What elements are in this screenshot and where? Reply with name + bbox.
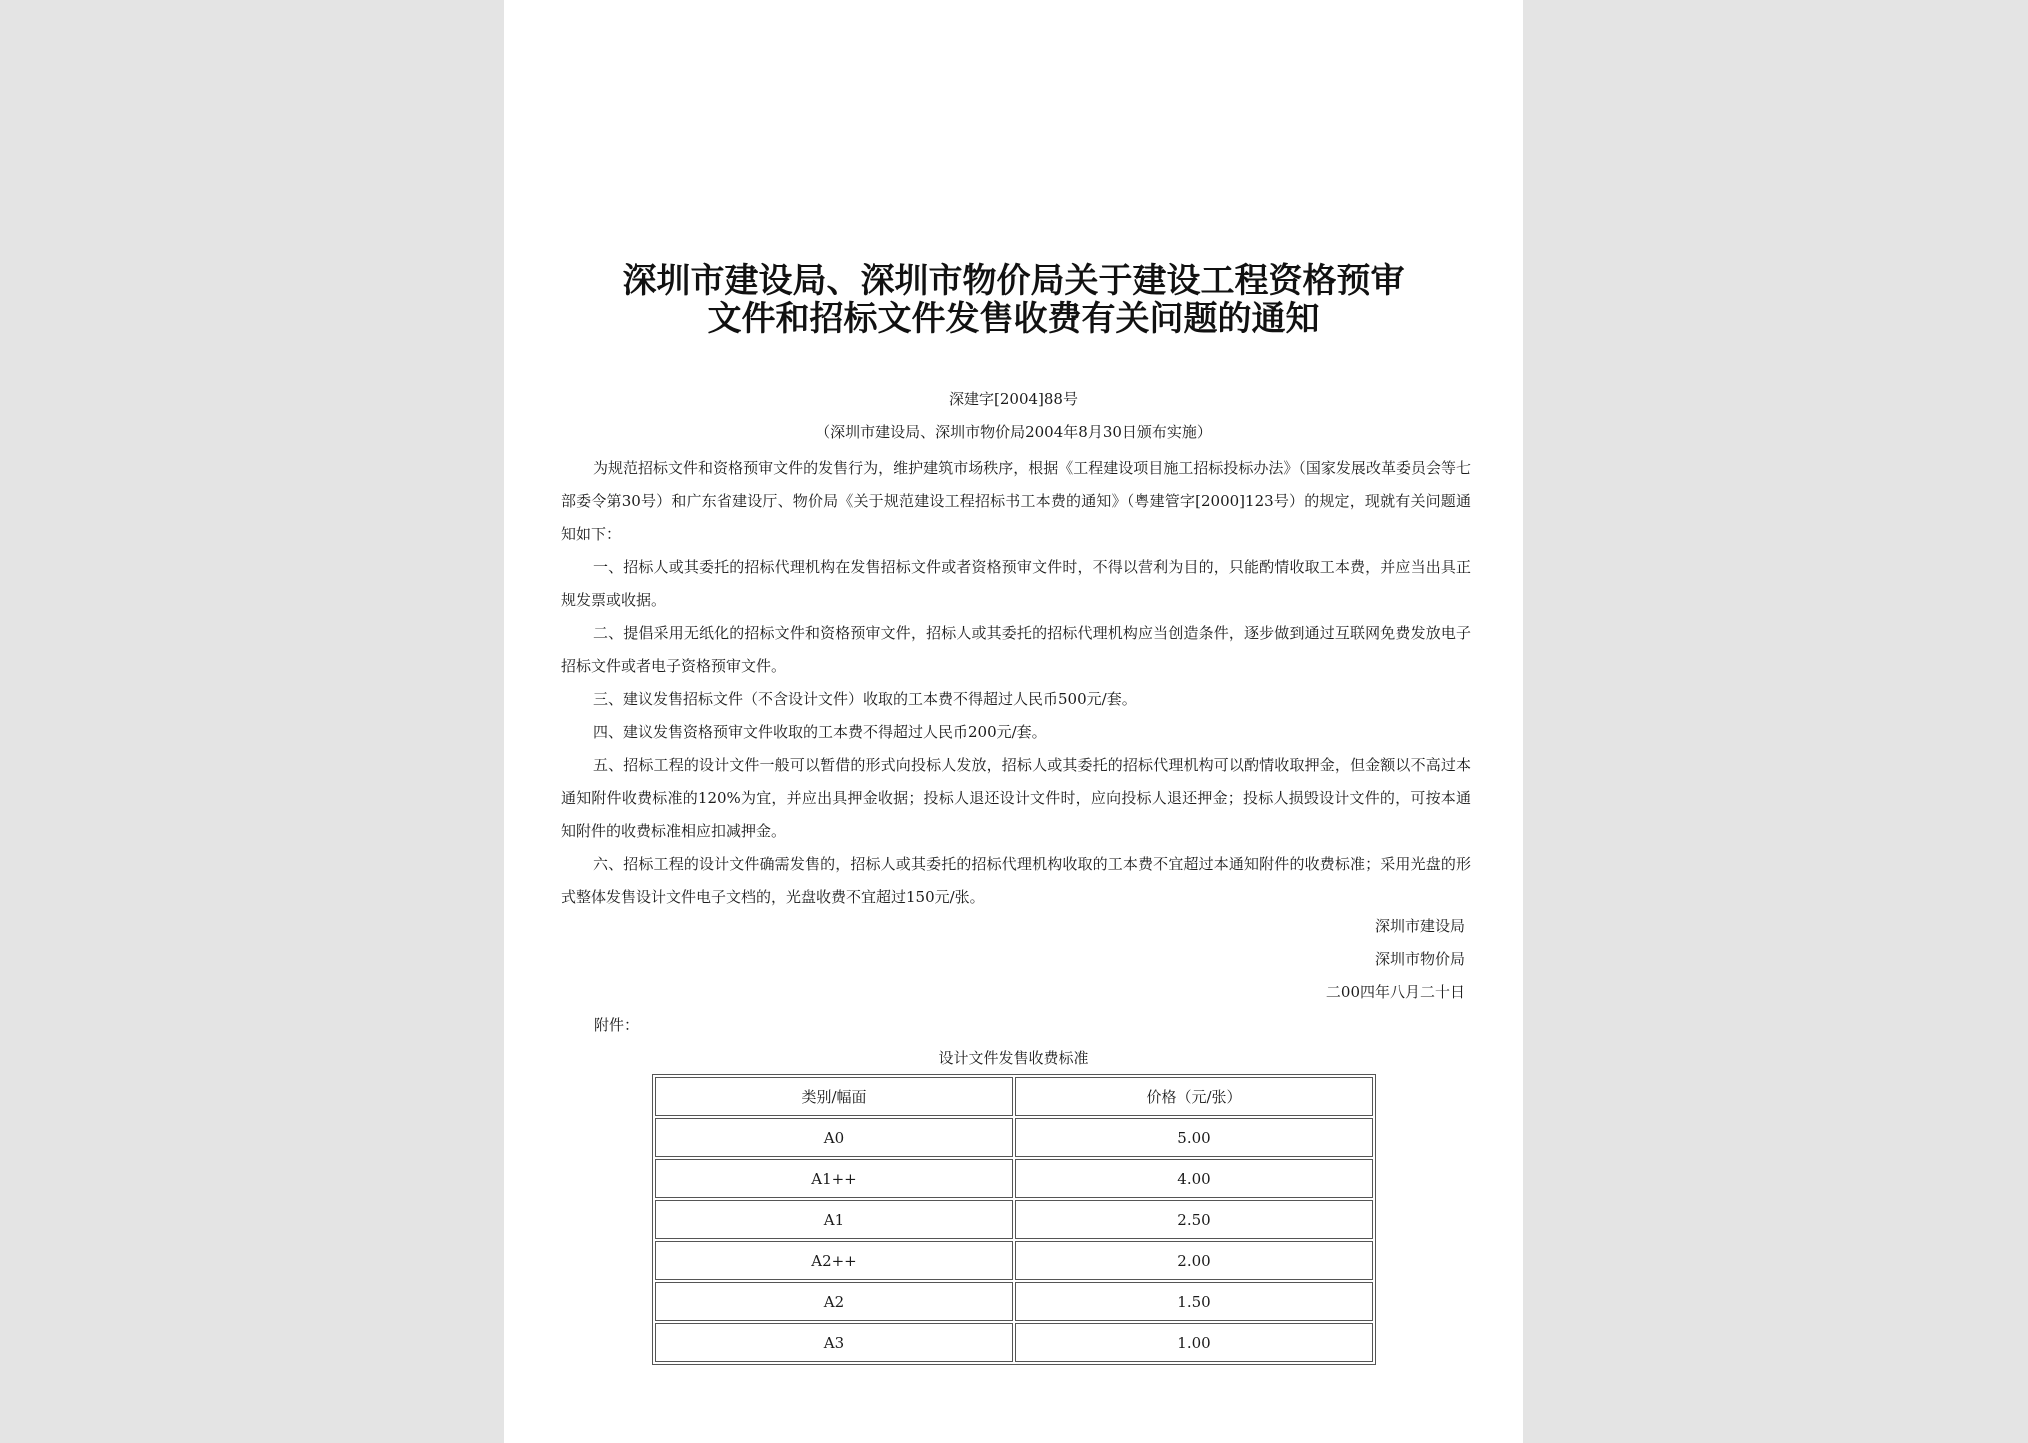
signature-date: 二00四年八月二十日 xyxy=(1325,983,1465,1001)
cell-size: A1 xyxy=(655,1200,1013,1239)
cell-price: 4.00 xyxy=(1015,1159,1373,1198)
table-row xyxy=(655,1323,1373,1362)
cell-price: 1.50 xyxy=(1015,1282,1373,1321)
signature-price-bureau: 深圳市物价局 xyxy=(1374,950,1465,968)
document-title xyxy=(504,262,1523,338)
cell-size: A3 xyxy=(655,1323,1013,1362)
table-row xyxy=(655,1241,1373,1280)
paragraph-item-2: 二、提倡采用无纸化的招标文件和资格预审文件，招标人或其委托的招标代理机构应当创造条件，逐步做到通过互联网免费发放电子招标文件或者电子资格预审文件。 xyxy=(561,624,1471,675)
table-row xyxy=(655,1118,1373,1157)
signature-construction-bureau: 深圳市建设局 xyxy=(1374,917,1465,935)
fee-standard-table xyxy=(652,1074,1376,1365)
document-page xyxy=(504,0,1523,1443)
cell-price: 1.00 xyxy=(1015,1323,1373,1362)
header-category: 类别/幅面 xyxy=(655,1077,1013,1116)
cell-price: 5.00 xyxy=(1015,1118,1373,1157)
table-header-row xyxy=(655,1077,1373,1116)
table-row xyxy=(655,1159,1373,1198)
paragraph-item-5: 五、招标工程的设计文件一般可以暂借的形式向投标人发放，招标人或其委托的招标代理机构可以酌情收取押金，但金额以不高过本通知附件收费标准的120%为宜，并应出具押金收据；投标人退还设计文件时，应向投标人退还押金；投标人损毁设计文件的，可按本通知附件的收费标准相应扣减押金。 xyxy=(561,756,1471,840)
cell-size: A0 xyxy=(655,1118,1013,1157)
document-body xyxy=(561,452,1471,914)
title-line-1: 深圳市建设局、深圳市物价局关于建设工程资格预审 xyxy=(622,261,1405,301)
paragraph-item-4: 四、建议发售资格预审文件收取的工本费不得超过人民币200元/套。 xyxy=(593,723,1047,741)
cell-price: 2.50 xyxy=(1015,1200,1373,1239)
issue-note: （深圳市建设局、深圳市物价局2004年8月30日颁布实施） xyxy=(815,423,1212,441)
document-number: 深建字[2004]88号 xyxy=(949,390,1078,408)
cell-size: A2 xyxy=(655,1282,1013,1321)
cell-size: A1++ xyxy=(655,1159,1013,1198)
header-price: 价格（元/张） xyxy=(1015,1077,1373,1116)
table-row xyxy=(655,1282,1373,1321)
paragraph-item-3: 三、建议发售招标文件（不含设计文件）收取的工本费不得超过人民币500元/套。 xyxy=(593,690,1137,708)
cell-price: 2.00 xyxy=(1015,1241,1373,1280)
paragraph-item-1: 一、招标人或其委托的招标代理机构在发售招标文件或者资格预审文件时，不得以营利为目的，只能酌情收取工本费，并应当出具正规发票或收据。 xyxy=(561,558,1471,609)
title-line-2: 文件和招标文件发售收费有关问题的通知 xyxy=(707,299,1320,339)
table-row xyxy=(655,1200,1373,1239)
table-caption: 设计文件发售收费标准 xyxy=(938,1049,1089,1067)
paragraph-intro: 为规范招标文件和资格预审文件的发售行为，维护建筑市场秩序，根据《工程建设项目施工招标投标办法》（国家发展改革委员会等七部委令第30号）和广东省建设厅、物价局《关于规范建设工程招标书工本费的通知》（粤建管字[2000]123号）的规定，现就有关问题通知如下： xyxy=(561,459,1471,543)
paragraph-item-6: 六、招标工程的设计文件确需发售的，招标人或其委托的招标代理机构收取的工本费不宜超过本通知附件的收费标准；采用光盘的形式整体发售设计文件电子文档的，光盘收费不宜超过150元/张。 xyxy=(561,855,1471,906)
attachment-label: 附件： xyxy=(594,1016,640,1034)
cell-size: A2++ xyxy=(655,1241,1013,1280)
